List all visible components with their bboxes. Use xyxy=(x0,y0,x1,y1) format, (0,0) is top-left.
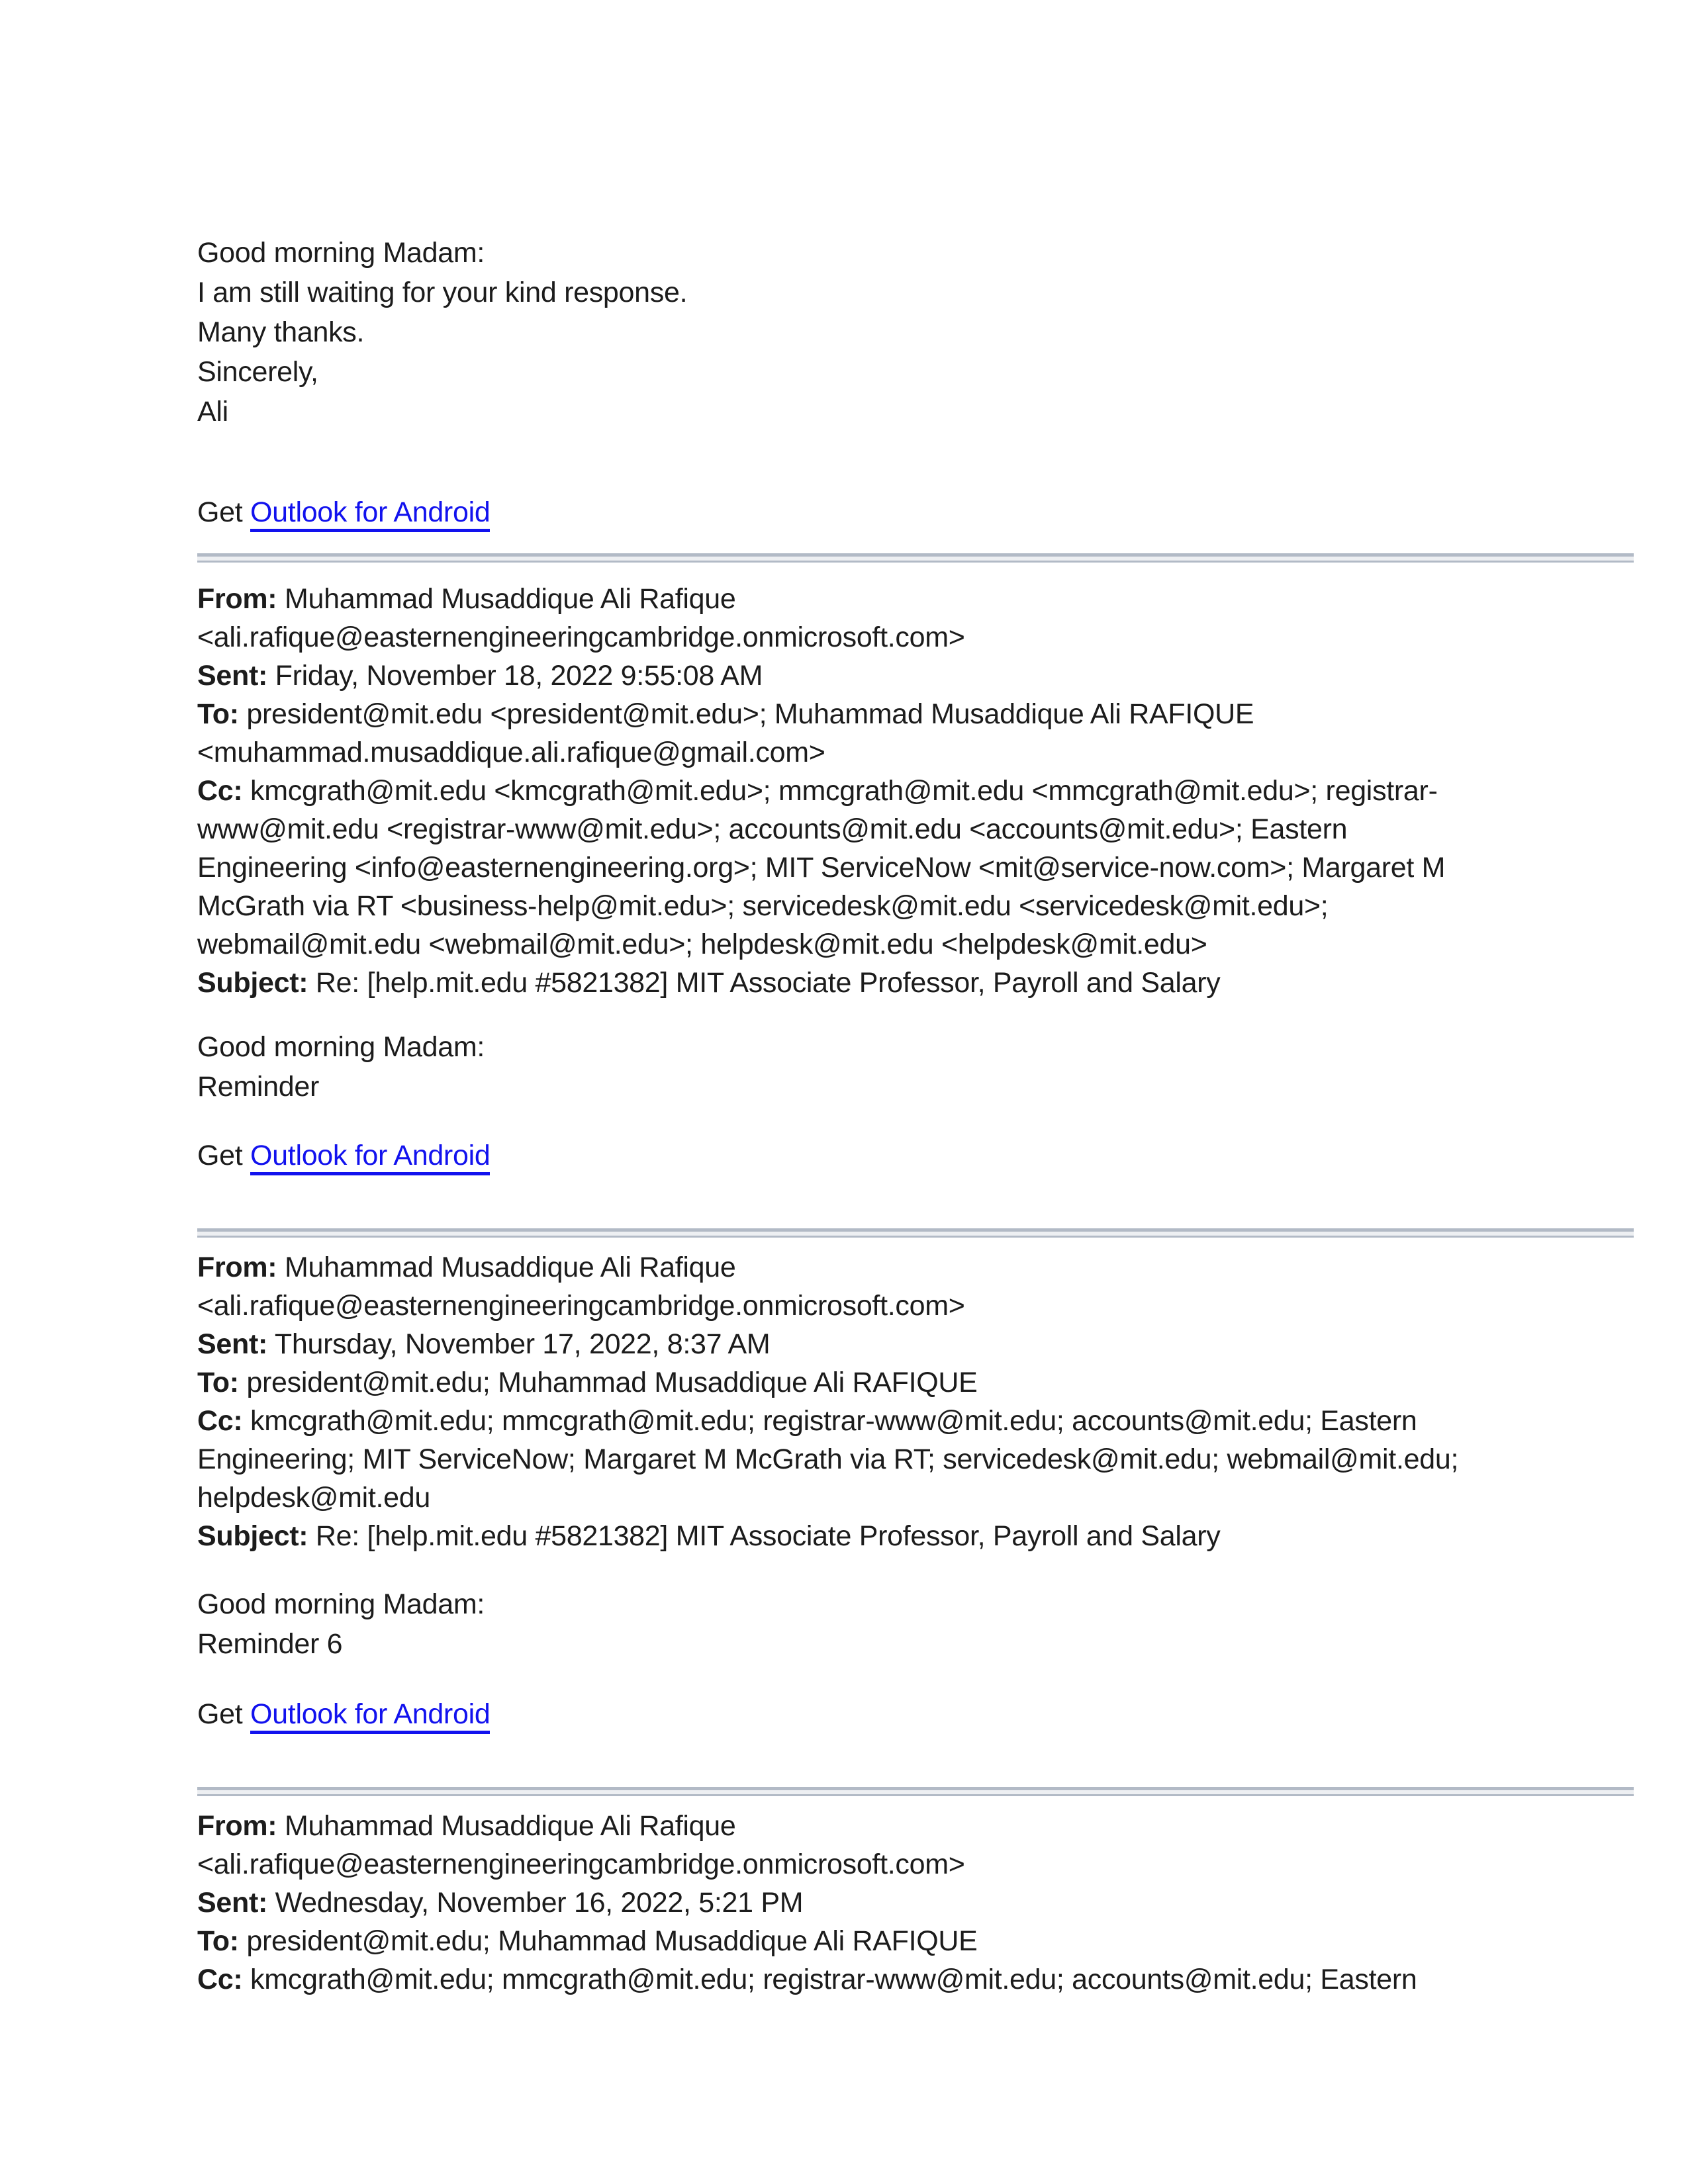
header-field-value: Engineering <info@easternengineering.org>; MIT ServiceNow <mit@service-now.com>; Margaret M xyxy=(197,852,1446,884)
header-line xyxy=(197,810,1634,848)
outlook-for-android-link[interactable]: Outlook for Android xyxy=(250,1698,490,1734)
message-divider xyxy=(197,1228,1634,1238)
header-line xyxy=(197,618,1634,657)
header-field-value: Thursday, November 17, 2022, 8:37 AM xyxy=(267,1328,771,1360)
header-line xyxy=(197,580,1634,618)
header-field-label: Subject: xyxy=(197,1520,308,1552)
header-field-value: Engineering; MIT ServiceNow; Margaret M McGrath via RT; servicedesk@mit.edu; webmail@mit.edu; xyxy=(197,1443,1459,1475)
email-header xyxy=(197,1248,1634,1555)
message-divider xyxy=(197,553,1634,563)
header-field-value: president@mit.edu <president@mit.edu>; Muhammad Musaddique Ali RAFIQUE xyxy=(238,698,1254,730)
header-line xyxy=(197,1960,1634,1999)
header-field-label: Cc: xyxy=(197,1405,243,1437)
promo-prefix: Get xyxy=(197,496,243,528)
header-field-value: president@mit.edu; Muhammad Musaddique Ali RAFIQUE xyxy=(238,1925,978,1957)
header-field-value: helpdesk@mit.edu xyxy=(197,1482,430,1514)
header-line xyxy=(197,1884,1634,1922)
outlook-promo xyxy=(197,492,1634,532)
header-line xyxy=(197,1845,1634,1884)
header-line xyxy=(197,772,1634,810)
promo-prefix: Get xyxy=(197,1140,243,1171)
body-line: Sincerely, xyxy=(197,356,318,388)
header-field-value: Wednesday, November 16, 2022, 5:21 PM xyxy=(267,1887,804,1919)
message-body-top xyxy=(197,233,1634,432)
header-field-value: Muhammad Musaddique Ali Rafique xyxy=(277,1810,736,1842)
header-field-value: kmcgrath@mit.edu; mmcgrath@mit.edu; registrar-www@mit.edu; accounts@mit.edu; Eastern xyxy=(242,1964,1417,1995)
header-line xyxy=(197,1807,1634,1845)
header-line xyxy=(197,1287,1634,1325)
body-line: Good morning Madam: xyxy=(197,1031,485,1063)
email-header xyxy=(197,580,1634,1002)
header-field-value: Re: [help.mit.edu #5821382] MIT Associate Professor, Payroll and Salary xyxy=(308,967,1221,999)
header-line xyxy=(197,1248,1634,1287)
header-line xyxy=(197,1363,1634,1402)
outlook-for-android-link[interactable]: Outlook for Android xyxy=(250,1140,490,1175)
body-line: Good morning Madam: xyxy=(197,237,485,269)
header-field-label: Sent: xyxy=(197,1328,268,1360)
header-field-label: To: xyxy=(197,1367,239,1398)
outlook-promo xyxy=(197,1136,1634,1175)
header-field-value: Friday, November 18, 2022 9:55:08 AM xyxy=(267,660,763,692)
body-line: Many thanks. xyxy=(197,316,365,348)
header-field-label: Sent: xyxy=(197,660,268,692)
header-field-label: To: xyxy=(197,1925,239,1957)
header-field-value: kmcgrath@mit.edu <kmcgrath@mit.edu>; mmcgrath@mit.edu <mmcgrath@mit.edu>; registrar- xyxy=(242,775,1438,807)
header-field-label: From: xyxy=(197,1251,277,1283)
header-field-value: McGrath via RT <business-help@mit.edu>; servicedesk@mit.edu <servicedesk@mit.edu>; xyxy=(197,890,1329,922)
header-field-label: Cc: xyxy=(197,775,243,807)
header-field-value: Muhammad Musaddique Ali Rafique xyxy=(277,583,736,615)
header-field-label: Sent: xyxy=(197,1887,268,1919)
body-line: I am still waiting for your kind response. xyxy=(197,277,688,308)
header-line xyxy=(197,1325,1634,1363)
header-field-label: To: xyxy=(197,698,239,730)
header-field-label: Subject: xyxy=(197,967,308,999)
header-line xyxy=(197,1440,1634,1479)
header-line xyxy=(197,1922,1634,1960)
promo-prefix: Get xyxy=(197,1698,243,1730)
body-line: Good morning Madam: xyxy=(197,1588,485,1620)
header-field-label: From: xyxy=(197,583,277,615)
header-field-value: Muhammad Musaddique Ali Rafique xyxy=(277,1251,736,1283)
outlook-for-android-link[interactable]: Outlook for Android xyxy=(250,496,490,532)
header-field-value: <ali.rafique@easternengineeringcambridge.onmicrosoft.com> xyxy=(197,621,965,653)
header-line xyxy=(197,925,1634,964)
header-field-label: Cc: xyxy=(197,1964,243,1995)
header-field-value: <ali.rafique@easternengineeringcambridge.onmicrosoft.com> xyxy=(197,1848,965,1880)
header-field-value: webmail@mit.edu <webmail@mit.edu>; helpdesk@mit.edu <helpdesk@mit.edu> xyxy=(197,929,1207,960)
body-line: Ali xyxy=(197,396,228,428)
body-line: Reminder xyxy=(197,1071,320,1103)
header-line xyxy=(197,733,1634,772)
outlook-promo xyxy=(197,1694,1634,1734)
header-field-value: www@mit.edu <registrar-www@mit.edu>; accounts@mit.edu <accounts@mit.edu>; Eastern xyxy=(197,813,1348,845)
message-body xyxy=(197,1584,1634,1664)
body-line: Reminder 6 xyxy=(197,1628,343,1660)
header-line xyxy=(197,1402,1634,1440)
message-divider xyxy=(197,1787,1634,1796)
header-line xyxy=(197,1517,1634,1555)
header-field-value: <muhammad.musaddique.ali.rafique@gmail.com> xyxy=(197,737,825,768)
header-line xyxy=(197,1479,1634,1517)
header-field-value: Re: [help.mit.edu #5821382] MIT Associate Professor, Payroll and Salary xyxy=(308,1520,1221,1552)
email-header xyxy=(197,1807,1634,1999)
header-line xyxy=(197,848,1634,887)
header-field-value: president@mit.edu; Muhammad Musaddique Ali RAFIQUE xyxy=(238,1367,978,1398)
header-field-label: From: xyxy=(197,1810,277,1842)
message-body xyxy=(197,1027,1634,1107)
header-line xyxy=(197,657,1634,695)
header-line xyxy=(197,964,1634,1002)
header-line xyxy=(197,887,1634,925)
header-field-value: <ali.rafique@easternengineeringcambridge.onmicrosoft.com> xyxy=(197,1290,965,1322)
header-field-value: kmcgrath@mit.edu; mmcgrath@mit.edu; registrar-www@mit.edu; accounts@mit.edu; Eastern xyxy=(242,1405,1417,1437)
header-line xyxy=(197,695,1634,733)
